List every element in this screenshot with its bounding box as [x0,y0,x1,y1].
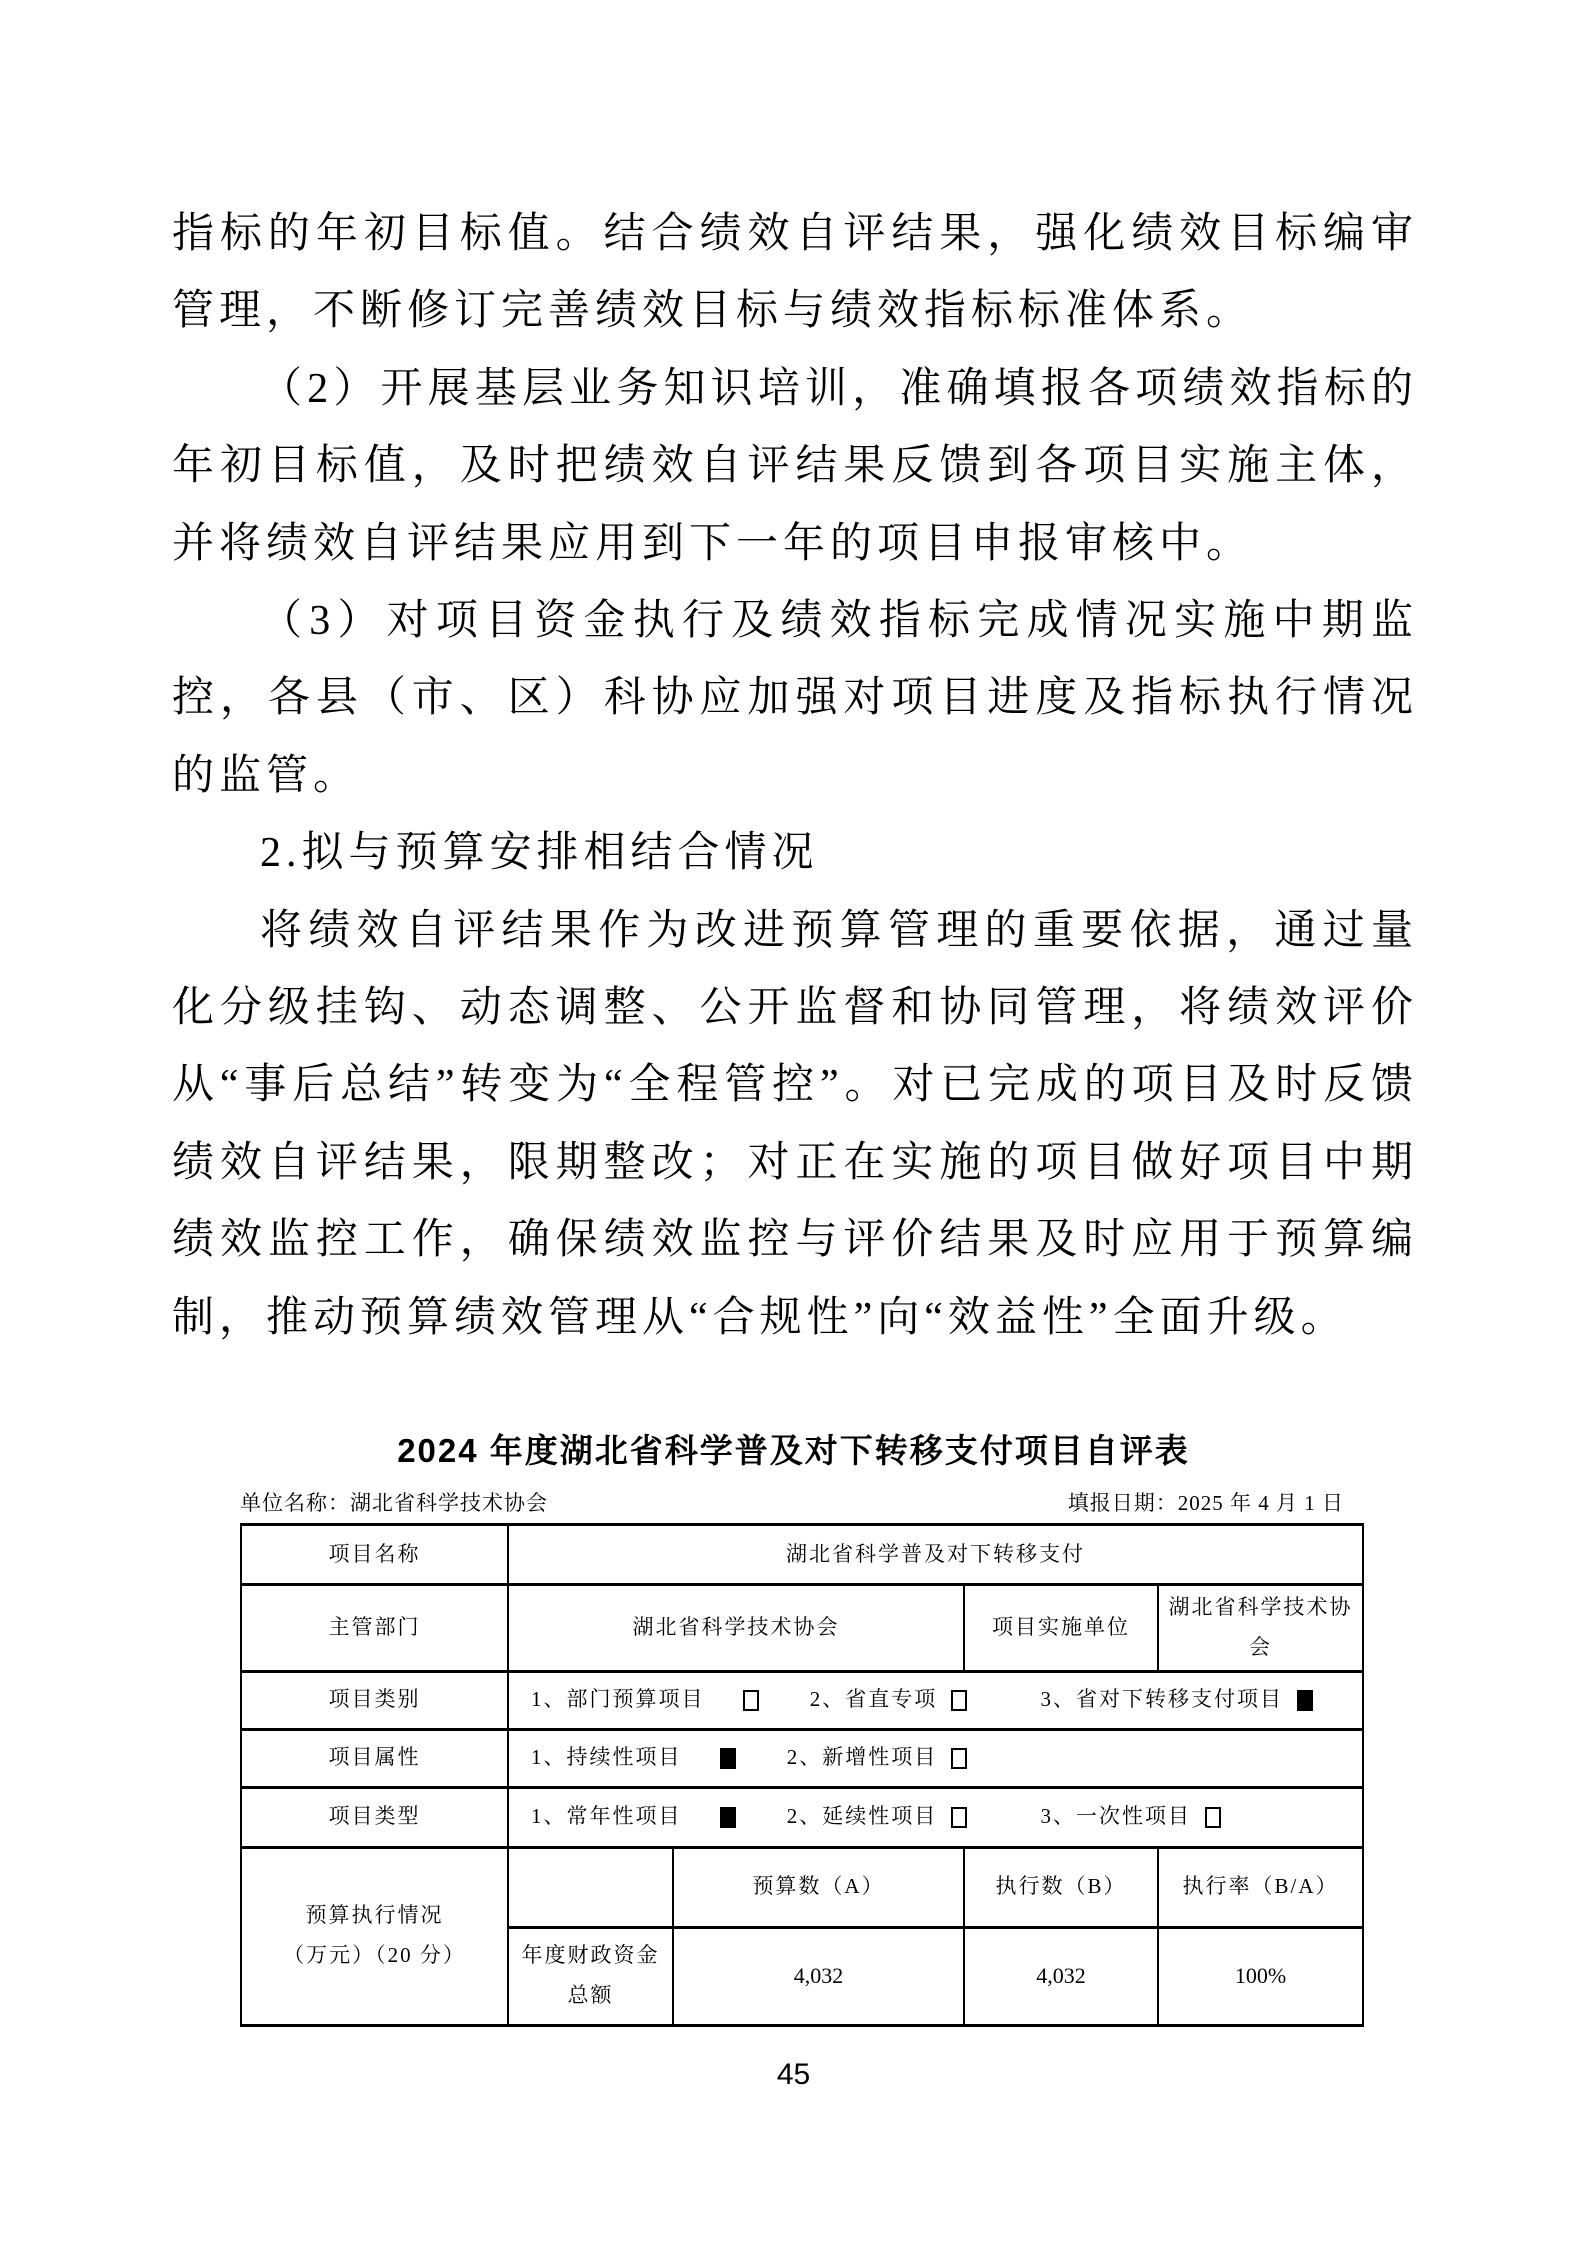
execution-rate-value: 100% [1158,1927,1363,2025]
checkbox-icon [951,1807,967,1828]
checkbox-icon [951,1690,967,1711]
executed-amount-value: 4,032 [964,1927,1158,2025]
option-label: 2、省直专项 [809,1687,938,1712]
table-row [241,1787,1363,1847]
paragraph: （3）对项目资金执行及绩效指标完成情况实施中期监控，各县（市、区）科协应加强对项目进度及指标执行情况的监管。 [172,598,1418,799]
project-name-value: 湖北省科学普及对下转移支付 [508,1525,1363,1585]
page-number: 45 [776,2058,811,2091]
attribute-label: 项目属性 [241,1729,508,1787]
empty-cell [508,1847,673,1927]
project-name-label: 项目名称 [241,1525,508,1585]
option-label: 2、延续性项目 [786,1804,938,1829]
checkbox-icon [743,1690,759,1711]
option-department-budget-project [531,1680,759,1720]
type-label: 项目类型 [241,1787,508,1847]
checkbox-icon [1205,1807,1221,1828]
unit-name-label: 单位名称：湖北省科学技术协会 [240,1491,548,1515]
self-evaluation-table [240,1523,1364,2027]
table-row [241,1671,1363,1729]
option-label: 1、持续性项目 [531,1745,682,1770]
table-row [241,1525,1363,1585]
budget-amount-value: 4,032 [673,1927,964,2025]
option-perennial-project [531,1797,736,1837]
option-provincial-special [810,1680,968,1720]
table-title: 2024 年度湖北省科学普及对下转移支付项目自评表 [397,1432,1190,1469]
paragraph: 指标的年初目标值。结合绩效自评结果，强化绩效目标编审管理，不断修订完善绩效目标与绩效指标标准体系。 [172,211,1418,335]
type-options [508,1787,1363,1847]
option-transfer-payment-project [1041,1680,1314,1720]
option-new-project [787,1738,968,1778]
option-label: 2、新增性项目 [786,1745,938,1770]
section-heading: 2.拟与预算安排相结合情况 [260,830,819,877]
annual-fiscal-funds-label: 年度财政资金总额 [508,1927,673,2025]
budget-col-a-header: 预算数（A） [673,1847,964,1927]
table-row [241,1847,1363,1927]
paragraph: （2）开展基层业务知识培训，准确填报各项绩效指标的年初目标值，及时把绩效自评结果反馈到各项目实施主体，并将绩效自评结果应用到下一年的项目申报审核中。 [172,365,1418,567]
option-one-time-project [1041,1797,1222,1837]
budget-label-line2: （万元）（20 分） [283,1943,466,1968]
table-row [241,1585,1363,1672]
budget-execution-label [241,1847,508,2025]
option-label: 3、省对下转移支付项目 [1040,1687,1283,1712]
checkbox-icon [720,1807,736,1828]
checkbox-icon [951,1748,967,1769]
option-label: 1、常年性项目 [531,1804,682,1829]
department-value: 湖北省科学技术协会 [508,1585,964,1672]
department-label: 主管部门 [241,1585,508,1672]
impl-unit-label: 项目实施单位 [964,1585,1158,1672]
category-label: 项目类别 [241,1671,508,1729]
body-text [172,196,1418,1357]
impl-unit-value: 湖北省科学技术协会 [1158,1585,1363,1672]
budget-col-b-header: 执行数（B） [964,1847,1158,1927]
category-options [508,1671,1363,1729]
option-label: 1、部门预算项目 [531,1687,705,1712]
checkbox-icon [720,1748,736,1769]
option-continuous-project [531,1738,736,1778]
option-continuation-project [787,1797,968,1837]
attribute-options [508,1729,1363,1787]
table-meta-row [240,1487,1344,1517]
checkbox-icon [1297,1690,1313,1711]
report-date-label: 填报日期：2025 年 4 月 1 日 [1067,1491,1344,1515]
paragraph: 将绩效自评结果作为改进预算管理的重要依据，通过量化分级挂钩、动态调整、公开监督和协同管理，将绩效评价从“事后总结”转变为“全程管控”。对已完成的项目及时反馈绩效自评结果，限期整改；对正在实施的项目做好项目中期绩效监控工作，确保绩效监控与评价结果及时应用于预算编制，推动预算绩效管理从“合规性”向“效益性”全面升级。 [172,907,1418,1341]
budget-label-line1: 预算执行情况 [305,1903,444,1928]
budget-col-rate-header: 执行率（B/A） [1158,1847,1363,1927]
table-row [241,1729,1363,1787]
option-label: 3、一次性项目 [1040,1804,1191,1829]
